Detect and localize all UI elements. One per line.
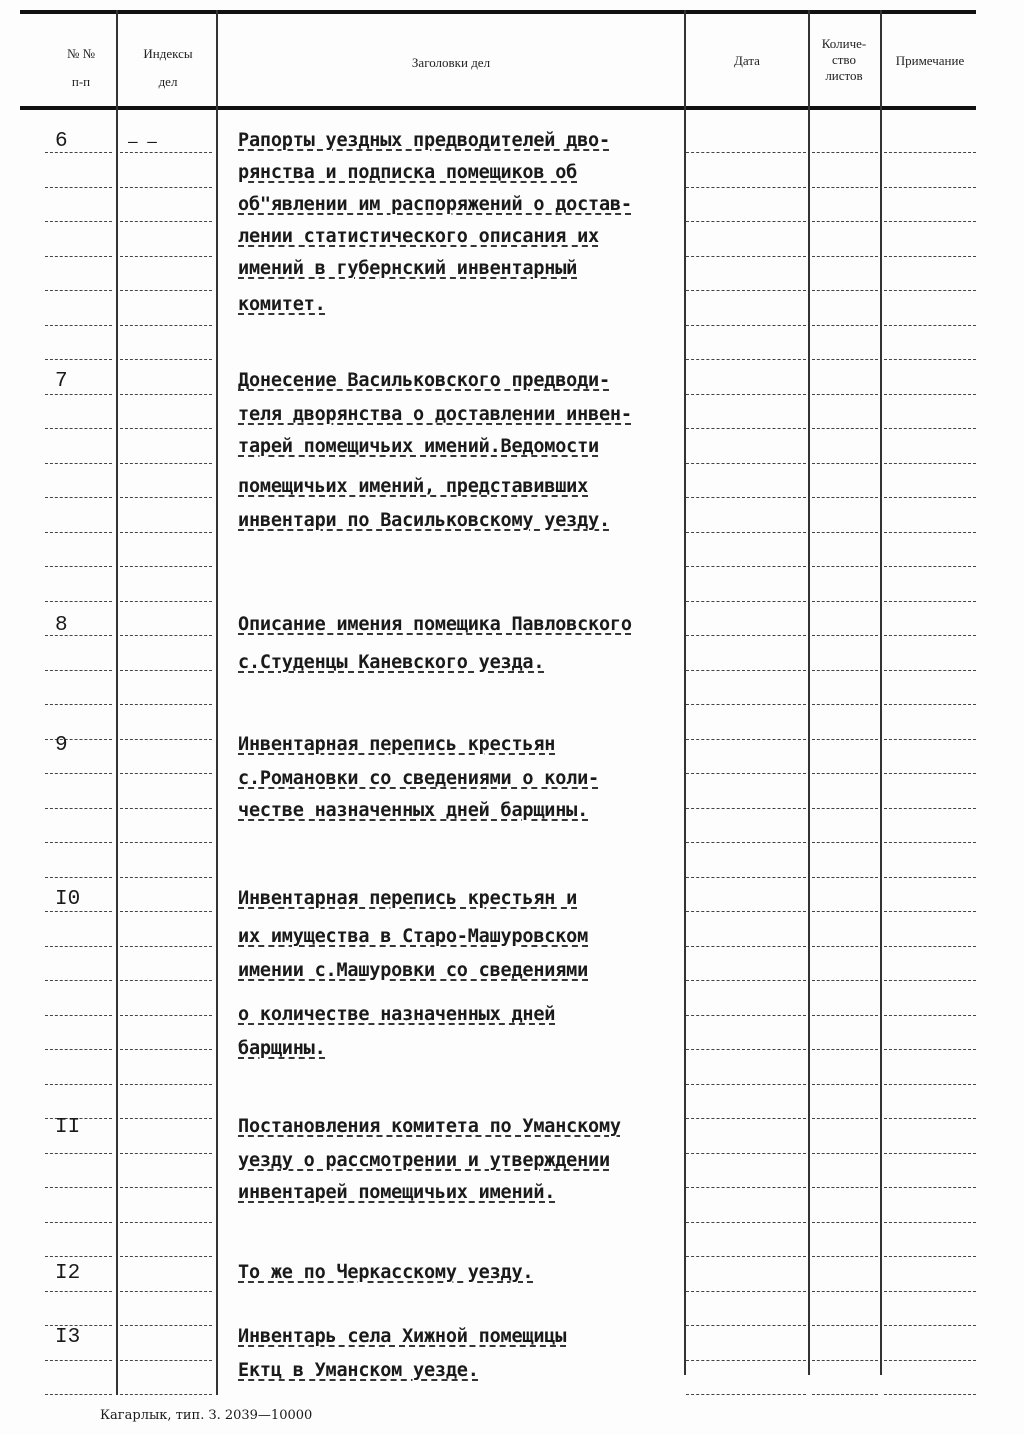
ruled-line — [686, 359, 806, 360]
ruled-line — [812, 187, 878, 188]
ruled-line — [884, 808, 976, 809]
ruled-line — [812, 773, 878, 774]
ruled-line — [884, 1256, 976, 1257]
ruled-line — [45, 1291, 112, 1292]
entry-number: 7 — [55, 370, 68, 393]
ruled-line — [884, 1084, 976, 1085]
entry-title-line: с.Студенцы Каневского уезда. — [238, 652, 545, 673]
ruled-line — [45, 704, 112, 705]
ruled-line — [686, 739, 806, 740]
ruled-line — [884, 566, 976, 567]
ruled-line — [884, 359, 976, 360]
entry-title-line: барщины. — [238, 1038, 326, 1059]
ruled-line — [686, 911, 806, 912]
ruled-line — [812, 704, 878, 705]
ruled-line — [120, 566, 212, 567]
ruled-line — [45, 359, 112, 360]
entry-title-line: лении статистического описания их — [238, 226, 599, 247]
ruled-line — [686, 1084, 806, 1085]
ruled-line — [686, 980, 806, 981]
ruled-line — [686, 394, 806, 395]
ruled-line — [120, 428, 212, 429]
ruled-line — [686, 1394, 806, 1395]
ruled-line — [45, 325, 112, 326]
ruled-line — [120, 739, 212, 740]
ruled-line — [120, 670, 212, 671]
entry-title-line: инвентари по Васильковскому уезду. — [238, 510, 610, 531]
entry-title-line: с.Романовки со сведениями о коли- — [238, 768, 599, 789]
ruled-line — [884, 152, 976, 153]
entry-title-line: Ектц в Уманском уезде. — [238, 1360, 479, 1381]
ruled-line — [120, 808, 212, 809]
entry-number: I3 — [55, 1326, 81, 1349]
ruled-line — [884, 1187, 976, 1188]
ruled-line — [45, 463, 112, 464]
ruled-line — [120, 221, 212, 222]
ruled-line — [120, 497, 212, 498]
ruled-line — [45, 1360, 112, 1361]
entry-title-line: Рапорты уездных предводителей дво- — [238, 130, 610, 151]
ruled-line — [45, 877, 112, 878]
ruled-line — [686, 428, 806, 429]
entry-title-line: инвентарей помещичьих имений. — [238, 1182, 556, 1203]
ruled-line — [812, 670, 878, 671]
ruled-line — [45, 290, 112, 291]
ruled-line — [812, 1394, 878, 1395]
ruled-line — [884, 911, 976, 912]
column-divider — [216, 10, 218, 1395]
ruled-line — [120, 152, 212, 153]
entry-title-line: честве назначенных дней барщины. — [238, 800, 589, 821]
ruled-line — [45, 601, 112, 602]
ruled-line — [884, 325, 976, 326]
ruled-line — [812, 842, 878, 843]
ruled-line — [120, 1222, 212, 1223]
entry-title-line: Описание имения помещика Павловского — [238, 614, 632, 635]
ruled-line — [884, 1394, 976, 1395]
ruled-line — [686, 842, 806, 843]
ruled-line — [120, 290, 212, 291]
ruled-line — [812, 1118, 878, 1119]
entry-title-line: их имущества в Старо-Машуровском — [238, 926, 589, 947]
ruled-line — [45, 187, 112, 188]
ruled-line — [884, 1291, 976, 1292]
ruled-line — [45, 1187, 112, 1188]
ruled-line — [812, 1360, 878, 1361]
entry-title-line: Инвентарная перепись крестьян и — [238, 888, 578, 909]
ruled-line — [45, 1222, 112, 1223]
column-divider — [116, 10, 118, 1395]
ruled-line — [120, 911, 212, 912]
ruled-line — [45, 394, 112, 395]
header-date: Дата — [734, 53, 760, 68]
ruled-line — [812, 1291, 878, 1292]
ruled-line — [812, 946, 878, 947]
ruled-line — [884, 1118, 976, 1119]
printer-imprint: Кагарлык, тип. З. 2039—10000 — [100, 1408, 313, 1423]
ruled-line — [686, 1256, 806, 1257]
ruled-line — [120, 1084, 212, 1085]
ruled-line — [812, 1187, 878, 1188]
ruled-line — [884, 290, 976, 291]
column-divider — [880, 10, 882, 1375]
entry-title-line: о количестве назначенных дней — [238, 1004, 556, 1025]
entry-number: 6 — [55, 130, 68, 153]
ruled-line — [120, 325, 212, 326]
ruled-line — [812, 428, 878, 429]
ruled-line — [884, 187, 976, 188]
ruled-line — [812, 1015, 878, 1016]
entry-number: I0 — [55, 888, 81, 911]
ruled-line — [45, 808, 112, 809]
ruled-line — [45, 980, 112, 981]
ruled-line — [120, 877, 212, 878]
ruled-line — [686, 532, 806, 533]
header-index — [120, 46, 216, 90]
ruled-line — [884, 670, 976, 671]
ruled-line — [686, 635, 806, 636]
ruled-line — [812, 1153, 878, 1154]
ruled-line — [812, 394, 878, 395]
ruled-line — [812, 532, 878, 533]
entry-title-line: комитет. — [238, 294, 326, 315]
column-divider — [808, 10, 810, 1375]
ruled-line — [686, 463, 806, 464]
ruled-line — [45, 428, 112, 429]
entry-title-line: имении с.Машуровки со сведениями — [238, 960, 589, 981]
ruled-line — [120, 1153, 212, 1154]
entry-number: 8 — [55, 614, 68, 637]
ruled-line — [45, 911, 112, 912]
ruled-line — [120, 1187, 212, 1188]
ruled-line — [812, 635, 878, 636]
ruled-line — [686, 325, 806, 326]
ruled-line — [45, 670, 112, 671]
top-border — [20, 10, 976, 14]
ruled-line — [45, 946, 112, 947]
entry-index: — — — [128, 132, 157, 151]
ruled-line — [812, 1222, 878, 1223]
entry-number: I2 — [55, 1262, 81, 1285]
ruled-line — [812, 463, 878, 464]
ruled-line — [812, 601, 878, 602]
ruled-line — [686, 256, 806, 257]
header-count-3: листов — [825, 68, 863, 83]
ruled-line — [812, 1049, 878, 1050]
ruled-line — [120, 187, 212, 188]
ruled-line — [120, 532, 212, 533]
entry-title-line: тарей помещичьих имений.Ведомости — [238, 436, 599, 457]
ruled-line — [884, 842, 976, 843]
ruled-line — [120, 704, 212, 705]
ruled-line — [120, 1360, 212, 1361]
ruled-line — [884, 773, 976, 774]
entry-title-line: об"явлении им распоряжений о достав- — [238, 194, 632, 215]
ruled-line — [884, 601, 976, 602]
ruled-line — [686, 601, 806, 602]
ruled-line — [120, 394, 212, 395]
ruled-line — [120, 1325, 212, 1326]
ruled-line — [884, 532, 976, 533]
ruled-line — [686, 221, 806, 222]
ruled-line — [812, 152, 878, 153]
ruled-line — [686, 1222, 806, 1223]
ruled-line — [45, 221, 112, 222]
ruled-line — [45, 566, 112, 567]
ruled-line — [120, 635, 212, 636]
ruled-line — [884, 394, 976, 395]
ruled-line — [45, 1394, 112, 1395]
ruled-line — [884, 1049, 976, 1050]
header-number — [50, 46, 112, 90]
ruled-line — [686, 152, 806, 153]
ruled-line — [884, 704, 976, 705]
ruled-line — [884, 946, 976, 947]
ruled-line — [686, 946, 806, 947]
ruled-line — [120, 946, 212, 947]
ruled-line — [120, 773, 212, 774]
ruled-line — [812, 980, 878, 981]
ruled-line — [812, 911, 878, 912]
ruled-line — [884, 428, 976, 429]
entry-title-line: Инвентарная перепись крестьян — [238, 734, 556, 755]
ruled-line — [120, 1118, 212, 1119]
ruled-line — [686, 808, 806, 809]
ruled-line — [812, 256, 878, 257]
ruled-line — [45, 1153, 112, 1154]
ruled-line — [686, 773, 806, 774]
header-count-1: Количе- — [821, 36, 867, 51]
entry-title-line: Инвентарь села Хижной помещицы — [238, 1326, 567, 1347]
ruled-line — [686, 1291, 806, 1292]
ruled-line — [686, 1049, 806, 1050]
header-note: Примечание — [895, 53, 965, 68]
column-divider — [684, 10, 686, 1375]
ruled-line — [686, 1015, 806, 1016]
header-index-sub: дел — [158, 74, 178, 89]
header-count-2: ство — [831, 52, 856, 67]
ruled-line — [812, 359, 878, 360]
header-count — [808, 36, 880, 84]
ruled-line — [45, 1084, 112, 1085]
ruled-line — [45, 532, 112, 533]
ruled-line — [686, 497, 806, 498]
entry-title-line: рянства и подписка помещиков об — [238, 162, 578, 183]
ruled-line — [686, 1325, 806, 1326]
ruled-line — [45, 1256, 112, 1257]
ruled-line — [120, 601, 212, 602]
ruled-line — [686, 187, 806, 188]
ruled-line — [812, 1325, 878, 1326]
ruled-line — [884, 256, 976, 257]
ruled-line — [45, 842, 112, 843]
ruled-line — [120, 256, 212, 257]
ruled-line — [812, 877, 878, 878]
ruled-line — [884, 463, 976, 464]
ruled-line — [884, 980, 976, 981]
ruled-line — [884, 635, 976, 636]
entry-title-line: имений в губернский инвентарный — [238, 258, 578, 279]
entry-title-line: теля дворянства о доставлении инвен- — [238, 404, 632, 425]
ruled-line — [686, 704, 806, 705]
ruled-line — [120, 1394, 212, 1395]
ruled-line — [884, 739, 976, 740]
ruled-line — [884, 877, 976, 878]
ruled-line — [686, 1187, 806, 1188]
entry-title-line: помещичьих имений, представивших — [238, 476, 589, 497]
ruled-line — [884, 1222, 976, 1223]
ruled-line — [812, 497, 878, 498]
header-title: Заголовки дел — [411, 55, 491, 70]
ruled-line — [812, 290, 878, 291]
ruled-line — [686, 1360, 806, 1361]
ruled-line — [884, 1360, 976, 1361]
ruled-line — [120, 980, 212, 981]
ruled-line — [812, 566, 878, 567]
ruled-line — [45, 256, 112, 257]
ruled-line — [45, 1049, 112, 1050]
ruled-line — [686, 877, 806, 878]
ruled-line — [686, 566, 806, 567]
ruled-line — [884, 1325, 976, 1326]
ruled-line — [812, 325, 878, 326]
entry-title-line: Постановления комитета по Уманскому — [238, 1116, 621, 1137]
ruled-line — [884, 221, 976, 222]
ruled-line — [812, 1256, 878, 1257]
entry-title-line: То же по Черкасскому уезду. — [238, 1262, 534, 1283]
ruled-line — [120, 1291, 212, 1292]
ruled-line — [812, 221, 878, 222]
header-index-label: Индексы — [143, 46, 193, 61]
header-number-label: № № — [66, 46, 96, 61]
ruled-line — [686, 1118, 806, 1119]
header-bottom-border — [20, 106, 976, 110]
ruled-line — [686, 290, 806, 291]
ruled-line — [120, 359, 212, 360]
ruled-line — [884, 1153, 976, 1154]
entry-title-line: Донесение Васильковского предводи- — [238, 370, 610, 391]
ruled-line — [686, 1153, 806, 1154]
ruled-line — [120, 1015, 212, 1016]
ruled-line — [120, 842, 212, 843]
entry-title-line: уезду о рассмотрении и утверждении — [238, 1150, 610, 1171]
ruled-line — [812, 739, 878, 740]
entry-number: II — [55, 1116, 81, 1139]
ruled-line — [120, 1256, 212, 1257]
ruled-line — [812, 808, 878, 809]
ruled-line — [45, 773, 112, 774]
entry-number: 9 — [55, 734, 68, 757]
ruled-line — [120, 1049, 212, 1050]
ruled-line — [884, 1015, 976, 1016]
ruled-line — [884, 497, 976, 498]
ruled-line — [45, 497, 112, 498]
ruled-line — [45, 1015, 112, 1016]
header-number-sub: п-п — [71, 74, 91, 89]
ruled-line — [812, 1084, 878, 1085]
ruled-line — [686, 670, 806, 671]
ruled-line — [120, 463, 212, 464]
